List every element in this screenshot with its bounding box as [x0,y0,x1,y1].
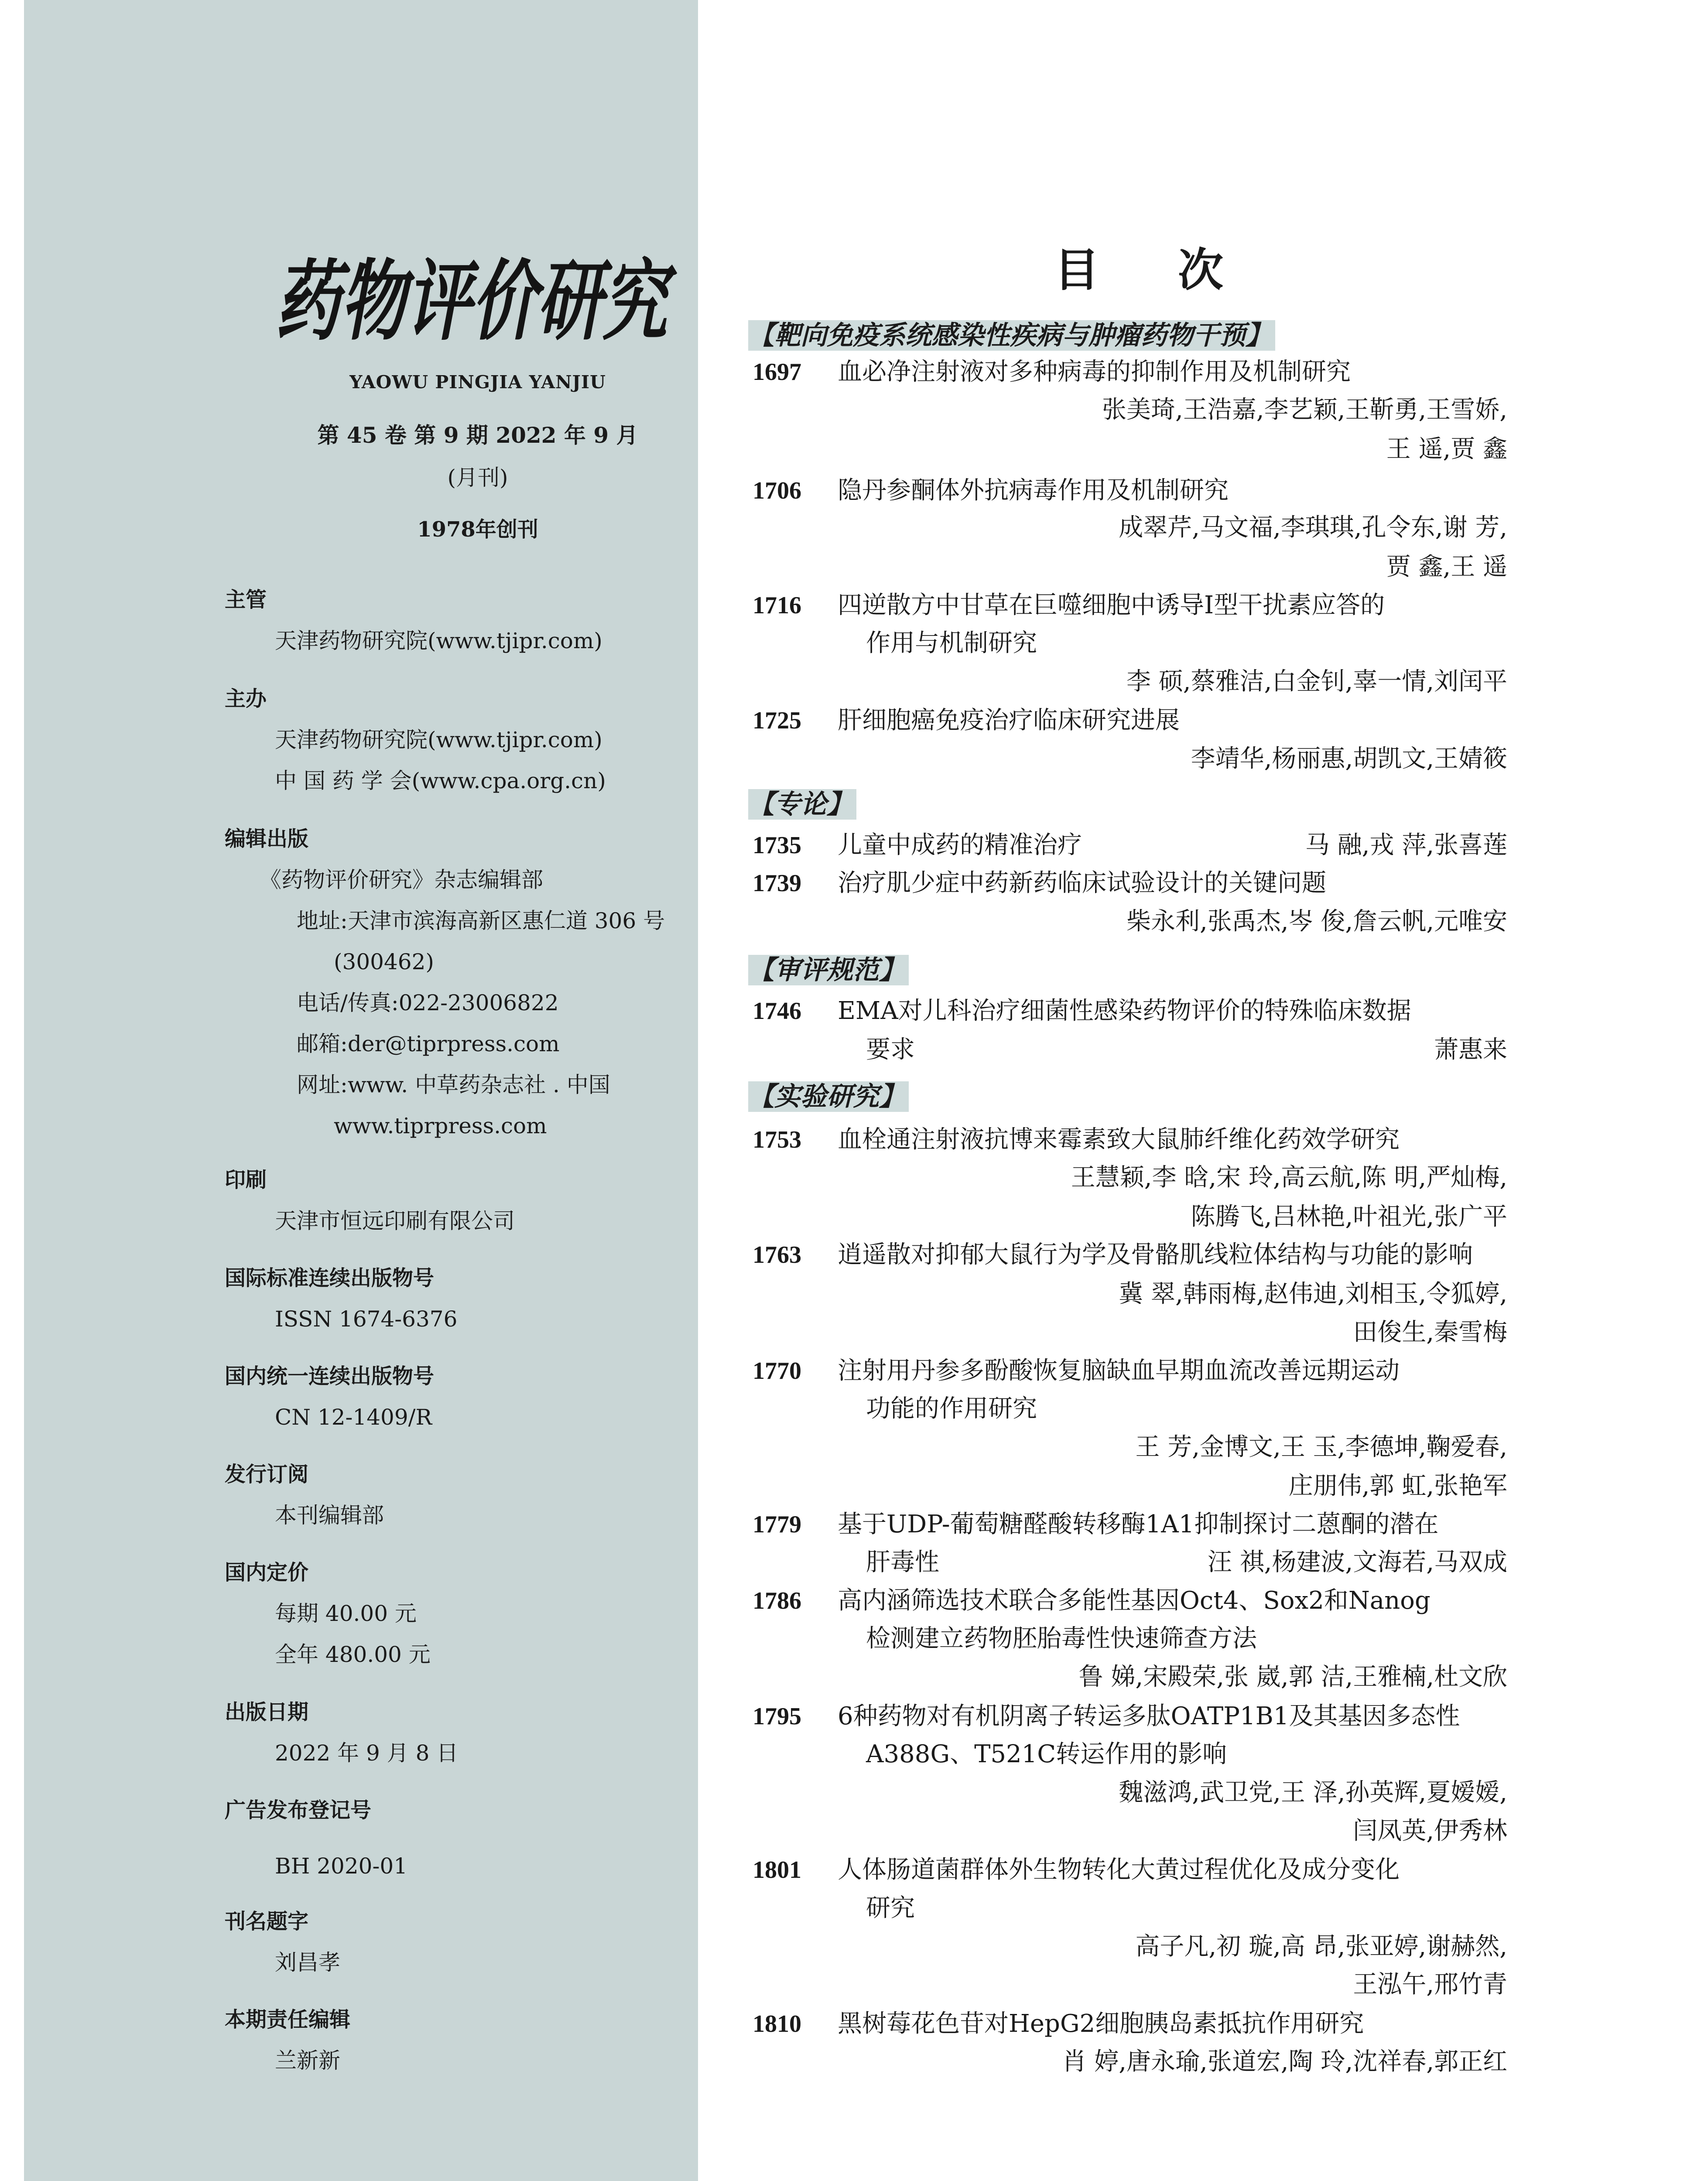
toc-page-number[interactable]: 1753 [753,1126,801,1153]
frequency: (月刊) [447,465,508,490]
toc-authors: 成翠芹,马文福,李琪琪,孔令东,谢 芳, [1119,513,1507,542]
journal-info-sidebar [24,0,698,2181]
supervisor-label: 主管 [225,588,267,612]
toc-article-title[interactable]: 人体肠道菌群体外生物转化大黄过程优化及成分变化 [838,1856,1400,1884]
inscription-block [225,1908,705,1990]
sponsor-value-1: 天津药物研究院(www.tjipr.com) [275,727,602,752]
toc-authors: 王慧颖,李 晗,宋 玲,高云航,陈 明,严灿梅, [1071,1163,1507,1192]
toc-page-number[interactable]: 1706 [753,477,801,504]
toc-article-title-cont[interactable]: 要求 [866,1036,915,1064]
ad-label: 广告发布登记号 [225,1798,372,1822]
phone: 电话/传真:022-23006822 [297,990,559,1015]
ad-block [225,1797,705,1894]
toc-article-title-cont[interactable]: 功能的作用研究 [866,1395,1037,1423]
toc-page-number[interactable]: 1725 [753,707,801,734]
toc-authors: 高子凡,初 璇,高 昂,张亚婷,谢赫然, [1135,1932,1507,1961]
printer-label: 印刷 [225,1168,267,1192]
distribution-value: 本刊编辑部 [275,1503,384,1528]
responsible-editor-value: 兰新新 [275,2048,340,2073]
section-label: 【靶向免疫系统感染性疾病与肿瘤药物干预】 [748,320,1275,351]
journal-logo [275,236,676,366]
toc-authors: 冀 翠,韩雨梅,赵伟迪,刘相玉,令狐婷, [1119,1280,1507,1308]
toc-authors: 萧惠来 [1434,1036,1507,1064]
issue-line: 第 45 卷 第 9 期 2022 年 9 月 [317,422,638,448]
toc-page-number[interactable]: 1716 [753,592,801,619]
founded-year: 1978年创刊 [417,517,538,542]
journal-title-pinyin: YAOWU PINGJIA YANJIU [349,372,606,393]
toc-authors: 田俊生,秦雪梅 [1353,1318,1507,1347]
inscription-label: 刊名题字 [225,1909,309,1934]
toc-article-title[interactable]: 治疗肌少症中药新药临床试验设计的关键问题 [838,869,1326,897]
toc-article-title-cont[interactable]: 研究 [866,1894,915,1922]
editor-label: 编辑出版 [225,827,309,851]
toc-article-title[interactable]: 基于UDP-葡萄糖醛酸转移酶1A1抑制探讨二蒽酮的潜在 [838,1510,1439,1538]
toc-article-title[interactable]: 血必净注射液对多种病毒的抑制作用及机制研究 [838,358,1351,386]
toc-article-title[interactable]: 逍遥散对抑郁大鼠行为学及骨骼肌线粒体结构与功能的影响 [838,1241,1473,1269]
distribution-label: 发行订阅 [225,1462,309,1487]
toc-article-title-cont[interactable]: 肝毒性 [866,1548,939,1576]
price-per-year: 全年 480.00 元 [275,1642,431,1667]
toc-article-title-cont[interactable]: 检测建立药物胚胎毒性快速筛查方法 [866,1624,1257,1653]
section-label: 【审评规范】 [748,955,909,985]
sponsor-value-2: 中 国 药 学 会(www.cpa.org.cn) [275,768,606,793]
pubdate-value: 2022 年 9 月 8 日 [275,1740,459,1766]
editor-block [225,826,705,1154]
toc-authors: 王 芳,金博文,王 玉,李德坤,鞠爱春, [1135,1433,1507,1461]
price-label: 国内定价 [225,1560,309,1585]
toc-article-title[interactable]: 6种药物对有机阴离子转运多肽OATP1B1及其基因多态性 [838,1702,1460,1730]
toc-page-number[interactable]: 1697 [753,359,801,386]
supervisor-value: 天津药物研究院(www.tjipr.com) [275,628,602,653]
toc-page-number[interactable]: 1735 [753,832,801,859]
toc-authors: 闫凤英,伊秀林 [1353,1817,1507,1845]
sponsor-label: 主办 [225,687,267,711]
cn-label: 国内统一连续出版物号 [225,1364,435,1388]
toc-page-number[interactable]: 1801 [753,1856,801,1884]
toc-article-title[interactable]: 血栓通注射液抗博来霉素致大鼠肺纤维化药效学研究 [838,1125,1400,1154]
issn-label: 国际标准连续出版物号 [225,1266,435,1290]
toc-article-title[interactable]: 肝细胞癌免疫治疗临床研究进展 [838,706,1180,735]
toc-authors: 魏滋鸿,武卫党,王 泽,孙英辉,夏嫒嫒, [1119,1778,1507,1807]
toc-page-number[interactable]: 1763 [753,1241,801,1268]
toc-article-title[interactable]: 高内涵筛选技术联合多能性基因Oct4、Sox2和Nanog [838,1586,1431,1615]
toc-authors: 王泓午,邢竹青 [1353,1970,1507,1999]
editor-name: 《药物评价研究》杂志编辑部 [260,867,543,892]
toc-article-title-cont[interactable]: A388G、T521C转运作用的影响 [866,1740,1227,1768]
toc-authors: 陈腾飞,吕林艳,叶祖光,张广平 [1191,1203,1507,1231]
responsible-editor-label: 本期责任编辑 [225,2007,351,2032]
issn-block [225,1265,705,1347]
journal-title-cn: 药物评价研究 [275,250,678,352]
toc-page-number[interactable]: 1810 [753,2010,801,2037]
price-per-issue: 每期 40.00 元 [275,1601,417,1626]
toc-section-heading [748,316,1275,355]
toc-authors: 庄朋伟,郭 虹,张艳军 [1288,1472,1507,1500]
printer-block [225,1167,705,1249]
toc-page-number[interactable]: 1786 [753,1587,801,1614]
toc-authors: 张美琦,王浩嘉,李艺颖,王靳勇,王雪娇, [1102,396,1507,424]
toc-page-number[interactable]: 1746 [753,998,801,1025]
toc-authors: 汪 祺,杨建波,文海若,马双成 [1207,1548,1507,1576]
distribution-block [225,1461,705,1543]
cn-block [225,1363,705,1445]
toc-article-title[interactable]: 隐丹参酮体外抗病毒作用及机制研究 [838,476,1229,505]
toc-page-number[interactable]: 1739 [753,870,801,897]
toc-title: 目次 [1054,243,1302,297]
section-label: 【专论】 [748,789,856,820]
toc-section-heading [748,951,909,989]
pubdate-block [225,1699,705,1781]
toc-section-heading [748,1077,909,1116]
toc-authors: 马 融,戎 萍,张喜莲 [1305,831,1507,859]
toc-page-number[interactable]: 1795 [753,1703,801,1730]
address-line-1: 地址:天津市滨海高新区惠仁道 306 号 [297,908,665,933]
website-line-1: 网址:www. 中草药杂志社 . 中国 [297,1072,610,1097]
issn-value: ISSN 1674-6376 [275,1306,458,1332]
toc-authors: 王 遥,贾 鑫 [1386,435,1507,463]
printer-value: 天津市恒远印刷有限公司 [275,1208,515,1234]
sponsor-block [225,686,705,809]
ad-value: BH 2020-01 [275,1853,408,1879]
inscription-value: 刘昌孝 [275,1950,340,1975]
toc-authors: 贾 鑫,王 遥 [1386,553,1507,581]
toc-page-number[interactable]: 1770 [753,1357,801,1384]
email: 邮箱:der@tiprpress.com [297,1031,560,1056]
toc-section-heading [748,785,856,824]
website-line-2: www.tiprpress.com [334,1113,547,1138]
toc-article-title[interactable]: 四逆散方中甘草在巨噬细胞中诱导I型干扰素应答的 [838,591,1385,619]
toc-authors: 鲁 娣,宋殿荣,张 崴,郭 洁,王雅楠,杜文欣 [1078,1663,1507,1691]
toc-article-title[interactable]: 注射用丹参多酚酸恢复脑缺血早期血流改善远期运动 [838,1357,1400,1385]
toc-authors: 李靖华,杨丽惠,胡凯文,王婧筱 [1191,745,1507,773]
pubdate-label: 出版日期 [225,1700,309,1724]
toc-page-number[interactable]: 1779 [753,1511,801,1538]
toc-article-title[interactable]: 儿童中成药的精准治疗 [838,831,1082,859]
address-line-2: (300462) [334,949,434,974]
toc-article-title[interactable]: EMA对儿科治疗细菌性感染药物评价的特殊临床数据 [838,997,1411,1025]
supervisor-block [225,587,705,669]
responsible-editor-block [225,2007,705,2089]
price-block [225,1559,705,1682]
toc-article-title[interactable]: 黑树莓花色苷对HepG2细胞胰岛素抵抗作用研究 [838,2010,1364,2038]
section-label: 【实验研究】 [748,1081,909,1112]
cn-value: CN 12-1409/R [275,1405,432,1430]
toc-authors: 柴永利,张禹杰,岑 俊,詹云帆,元唯安 [1126,907,1507,936]
toc-authors: 肖 婷,唐永瑜,张道宏,陶 玲,沈祥春,郭正红 [1062,2048,1507,2076]
toc-authors: 李 硕,蔡雅洁,白金钊,辜一情,刘闰平 [1126,667,1507,696]
toc-article-title-cont[interactable]: 作用与机制研究 [866,629,1037,657]
